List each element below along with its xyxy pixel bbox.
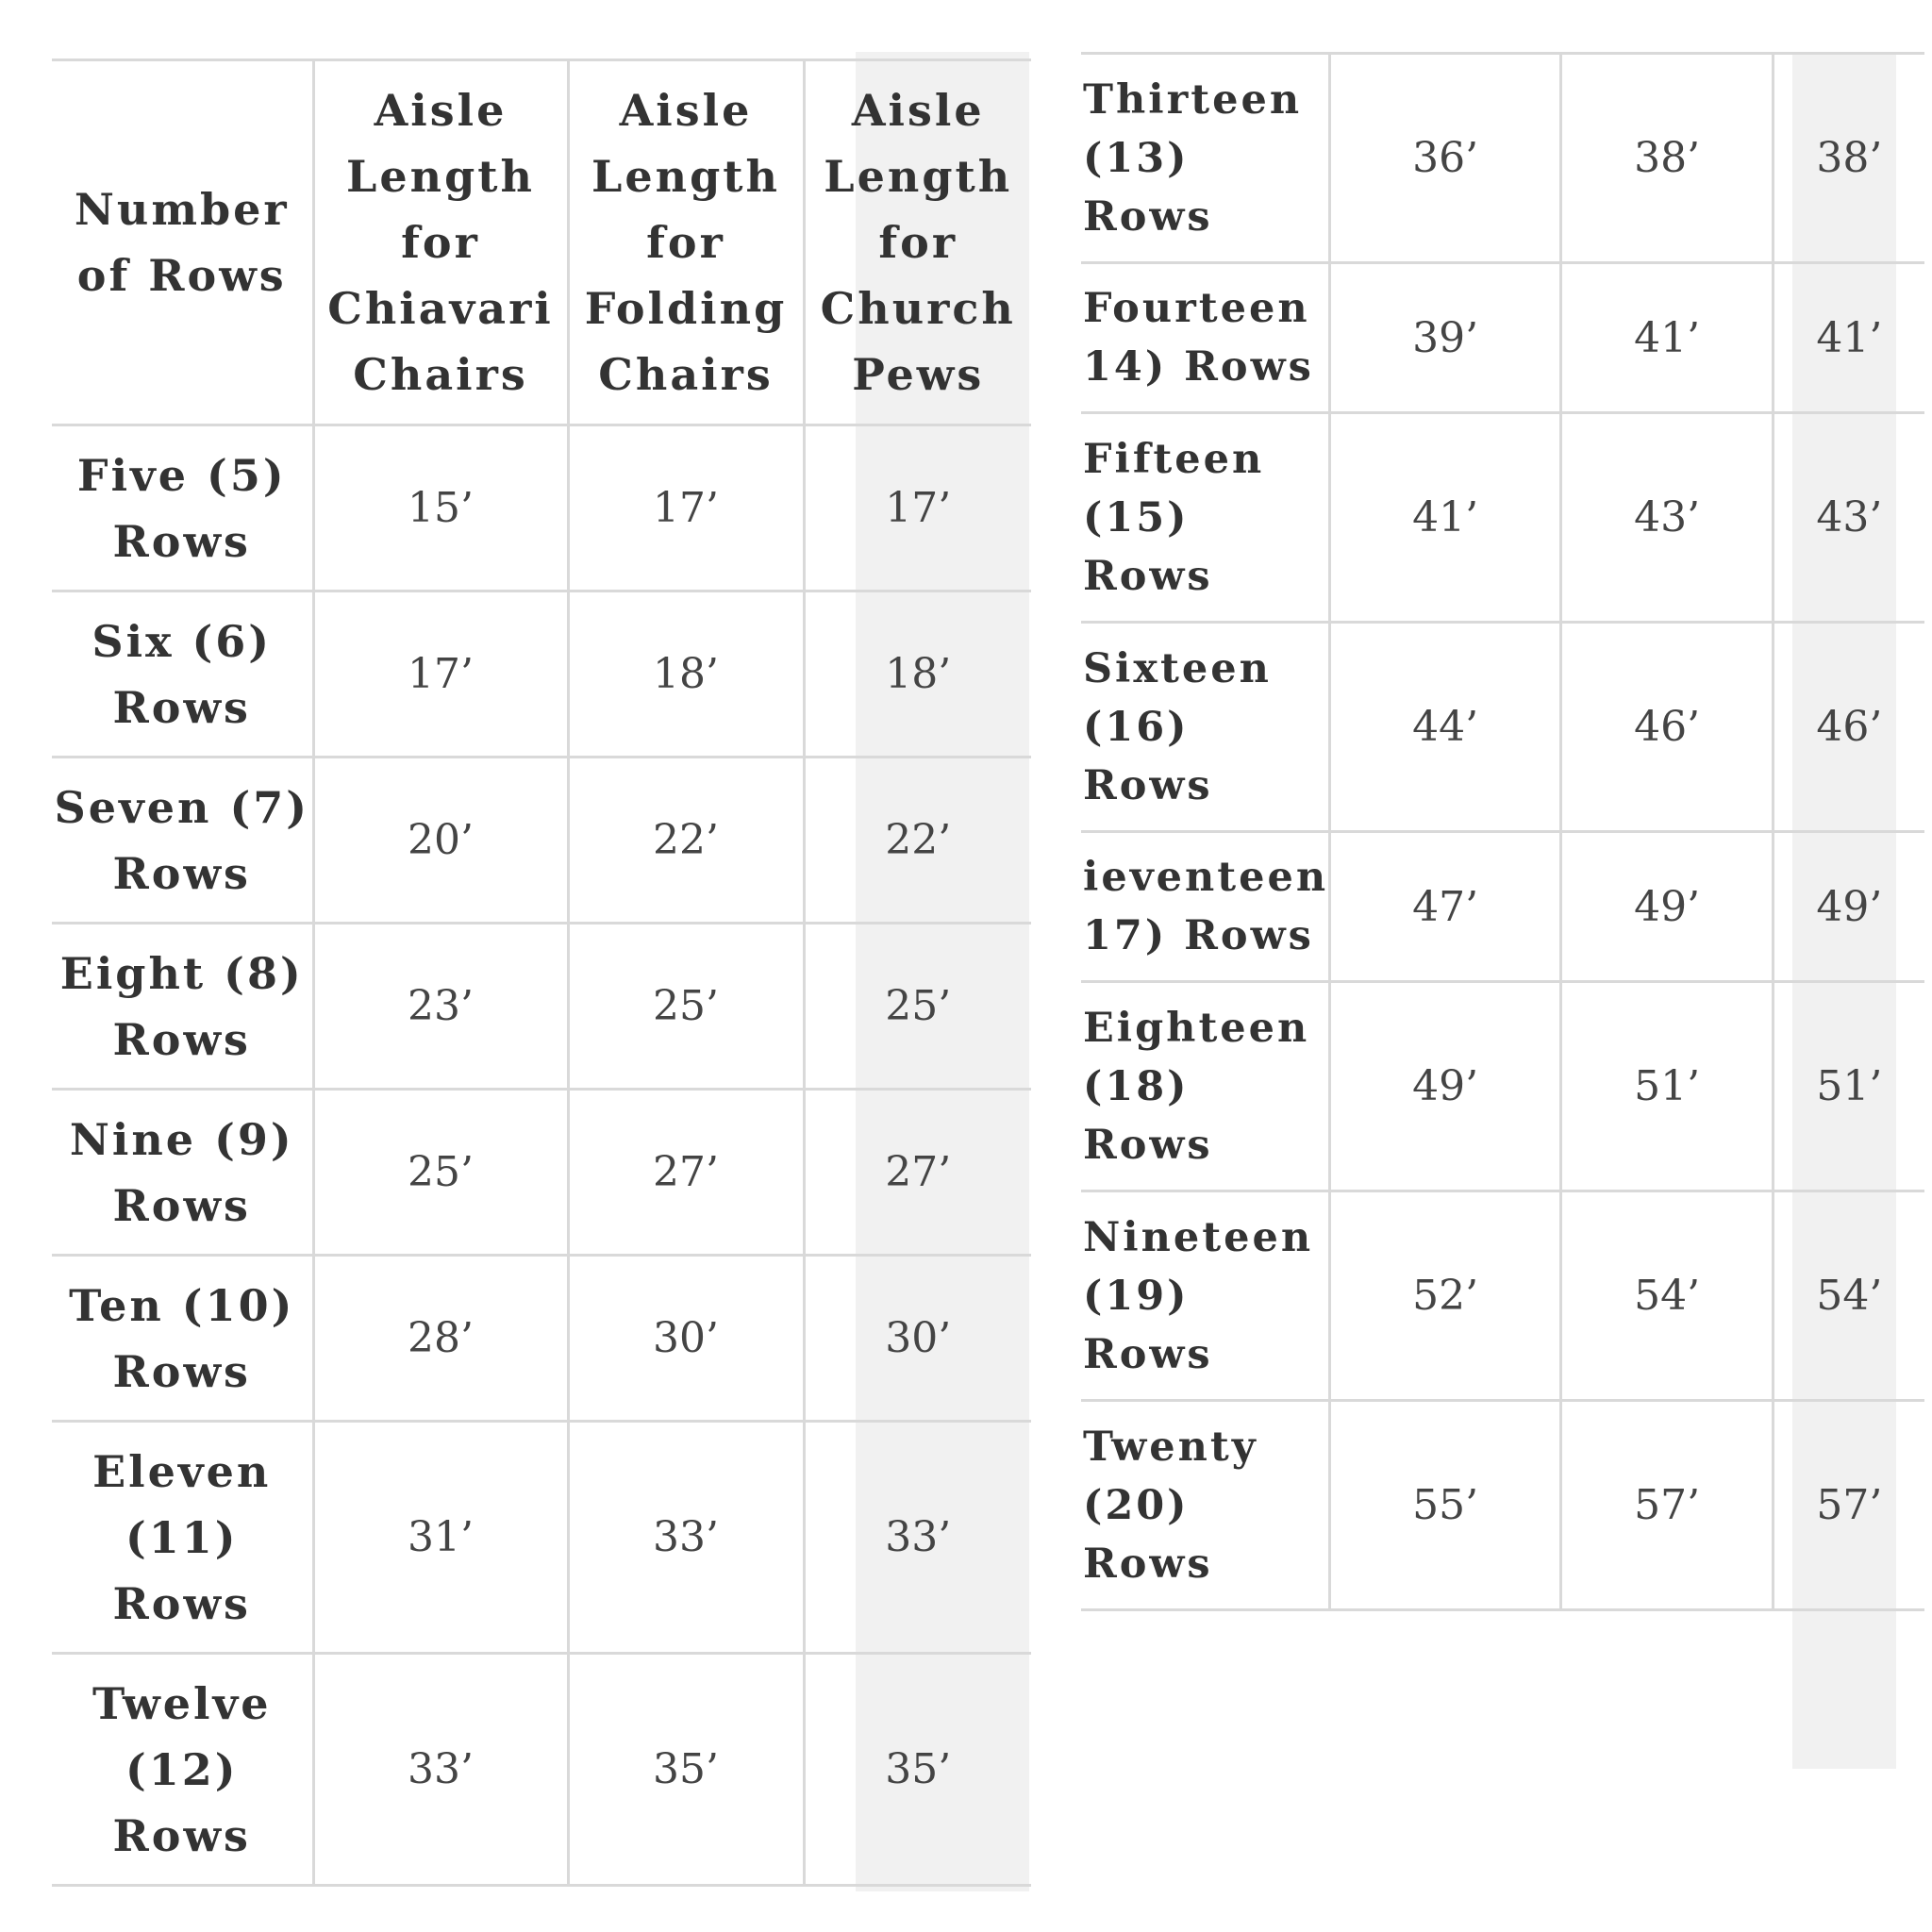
folding-length-cell: 33’ bbox=[568, 1422, 804, 1654]
row-label-cell: Nine (9) Rows bbox=[52, 1090, 313, 1256]
church-pews-length-cell: 35’ bbox=[804, 1654, 1031, 1886]
table-row bbox=[52, 1090, 1031, 1256]
aisle-length-table-right bbox=[1081, 52, 1924, 1611]
row-label-cell: Nineteen (19) Rows bbox=[1081, 1191, 1330, 1401]
folding-length-cell: 43’ bbox=[1561, 413, 1774, 623]
folding-length-cell: 17’ bbox=[568, 425, 804, 591]
table-row bbox=[1081, 982, 1924, 1191]
church-pews-length-cell: 43’ bbox=[1774, 413, 1924, 623]
table-row bbox=[52, 758, 1031, 924]
header-number-of-rows: Number of Rows bbox=[52, 60, 313, 425]
table-row bbox=[1081, 413, 1924, 623]
chiavari-length-cell: 31’ bbox=[313, 1422, 568, 1654]
chiavari-length-cell: 47’ bbox=[1330, 832, 1561, 982]
chiavari-length-cell: 49’ bbox=[1330, 982, 1561, 1191]
church-pews-length-cell: 25’ bbox=[804, 924, 1031, 1090]
header-church-pews: Aisle Length for Church Pews bbox=[804, 60, 1031, 425]
folding-length-cell: 57’ bbox=[1561, 1401, 1774, 1610]
table-row bbox=[52, 1256, 1031, 1422]
row-label-cell: Eighteen (18) Rows bbox=[1081, 982, 1330, 1191]
row-label-cell: Thirteen (13) Rows bbox=[1081, 54, 1330, 263]
table-row bbox=[1081, 1401, 1924, 1610]
folding-length-cell: 49’ bbox=[1561, 832, 1774, 982]
row-label-cell: Ten (10) Rows bbox=[52, 1256, 313, 1422]
folding-length-cell: 46’ bbox=[1561, 623, 1774, 832]
row-label-cell: Fifteen (15) Rows bbox=[1081, 413, 1330, 623]
row-label-cell: Sixteen (16) Rows bbox=[1081, 623, 1330, 832]
table-row bbox=[52, 425, 1031, 591]
header-chiavari-chairs: Aisle Length for Chiavari Chairs bbox=[313, 60, 568, 425]
table-body-right bbox=[1081, 54, 1924, 1610]
folding-length-cell: 38’ bbox=[1561, 54, 1774, 263]
table-row bbox=[1081, 54, 1924, 263]
chiavari-length-cell: 39’ bbox=[1330, 263, 1561, 413]
church-pews-length-cell: 38’ bbox=[1774, 54, 1924, 263]
chiavari-length-cell: 17’ bbox=[313, 591, 568, 758]
chiavari-length-cell: 41’ bbox=[1330, 413, 1561, 623]
table-row bbox=[52, 1422, 1031, 1654]
church-pews-length-cell: 57’ bbox=[1774, 1401, 1924, 1610]
chiavari-length-cell: 44’ bbox=[1330, 623, 1561, 832]
folding-length-cell: 30’ bbox=[568, 1256, 804, 1422]
row-label-cell: Twelve (12) Rows bbox=[52, 1654, 313, 1886]
table-row bbox=[1081, 623, 1924, 832]
aisle-length-table-left bbox=[52, 58, 1031, 1887]
folding-length-cell: 41’ bbox=[1561, 263, 1774, 413]
row-label-cell: Seven (7) Rows bbox=[52, 758, 313, 924]
chiavari-length-cell: 25’ bbox=[313, 1090, 568, 1256]
folding-length-cell: 22’ bbox=[568, 758, 804, 924]
folding-length-cell: 18’ bbox=[568, 591, 804, 758]
church-pews-length-cell: 46’ bbox=[1774, 623, 1924, 832]
chiavari-length-cell: 28’ bbox=[313, 1256, 568, 1422]
row-label-cell: Twenty (20) Rows bbox=[1081, 1401, 1330, 1610]
folding-length-cell: 27’ bbox=[568, 1090, 804, 1256]
header-folding-chairs: Aisle Length for Folding Chairs bbox=[568, 60, 804, 425]
table-row bbox=[1081, 263, 1924, 413]
chiavari-length-cell: 55’ bbox=[1330, 1401, 1561, 1610]
chiavari-length-cell: 20’ bbox=[313, 758, 568, 924]
church-pews-length-cell: 18’ bbox=[804, 591, 1031, 758]
chiavari-length-cell: 33’ bbox=[313, 1654, 568, 1886]
header-row bbox=[52, 60, 1031, 425]
table-row bbox=[52, 1654, 1031, 1886]
table-row bbox=[52, 591, 1031, 758]
chiavari-length-cell: 52’ bbox=[1330, 1191, 1561, 1401]
table-body-left bbox=[52, 60, 1031, 1886]
church-pews-length-cell: 54’ bbox=[1774, 1191, 1924, 1401]
row-label-cell: ieventeen 17) Rows bbox=[1081, 832, 1330, 982]
church-pews-length-cell: 51’ bbox=[1774, 982, 1924, 1191]
church-pews-length-cell: 30’ bbox=[804, 1256, 1031, 1422]
folding-length-cell: 54’ bbox=[1561, 1191, 1774, 1401]
chiavari-length-cell: 23’ bbox=[313, 924, 568, 1090]
row-label-cell: Fourteen 14) Rows bbox=[1081, 263, 1330, 413]
chiavari-length-cell: 15’ bbox=[313, 425, 568, 591]
row-label-cell: Eleven (11) Rows bbox=[52, 1422, 313, 1654]
folding-length-cell: 51’ bbox=[1561, 982, 1774, 1191]
row-label-cell: Six (6) Rows bbox=[52, 591, 313, 758]
folding-length-cell: 35’ bbox=[568, 1654, 804, 1886]
table-row bbox=[1081, 1191, 1924, 1401]
church-pews-length-cell: 27’ bbox=[804, 1090, 1031, 1256]
chiavari-length-cell: 36’ bbox=[1330, 54, 1561, 263]
folding-length-cell: 25’ bbox=[568, 924, 804, 1090]
table-row bbox=[1081, 832, 1924, 982]
church-pews-length-cell: 17’ bbox=[804, 425, 1031, 591]
row-label-cell: Five (5) Rows bbox=[52, 425, 313, 591]
church-pews-length-cell: 33’ bbox=[804, 1422, 1031, 1654]
church-pews-length-cell: 22’ bbox=[804, 758, 1031, 924]
church-pews-length-cell: 41’ bbox=[1774, 263, 1924, 413]
church-pews-length-cell: 49’ bbox=[1774, 832, 1924, 982]
row-label-cell: Eight (8) Rows bbox=[52, 924, 313, 1090]
table-row bbox=[52, 924, 1031, 1090]
